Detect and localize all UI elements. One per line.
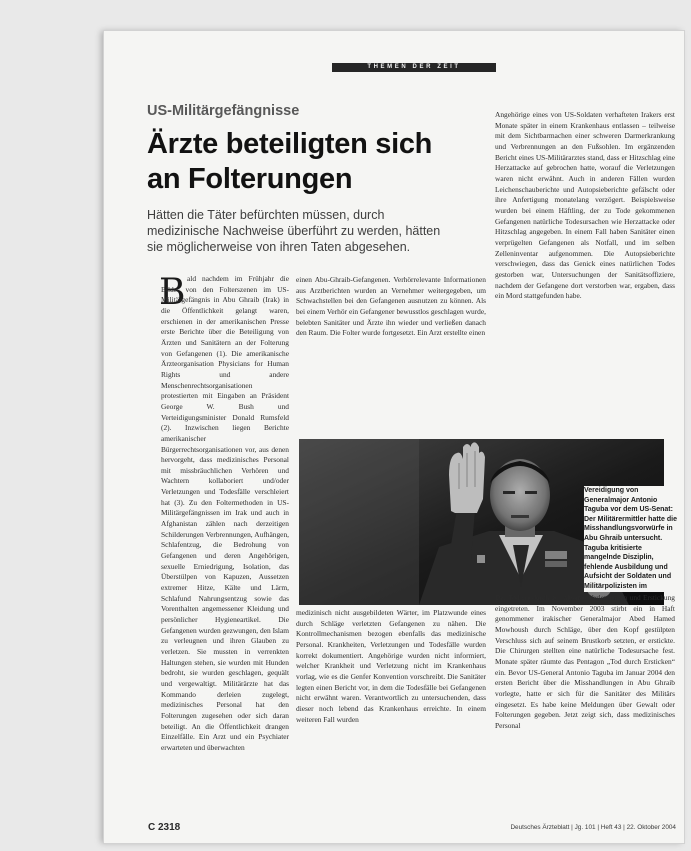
article-lead: Hätten die Täter befürchten müssen, durch medizinische Nachweise überführt zu werden, hätten sie möglicherweise von ihren Taten abgesehen.	[147, 208, 441, 254]
photo-caption: Vereidigung von Generalmajor Antonio Taguba vor dem US-Senat: Der Militärermittler hatte die Misshandlungsvorwürfe in Abu Ghraib untersucht. Taguba kritisierte mangelnde Disziplin, fehlende Ausbildung und Aufsicht der Soldaten und Militärpolizisten im	[584, 486, 679, 592]
article-headline: Ärzte beteiligten sich an Folterungen	[147, 128, 433, 195]
page-number: C 2318	[148, 822, 181, 833]
body-column-2-bottom: medizinisch nicht ausgebildeten Wärter, im Platzwunde eines durch Schläge verletzten Gefangenen zu nähen. Die Kontrollmechanismen bezogen ebenfalls das medizinische Personal. Krankheiten, Verletzungen und Todesfälle wurden korrekt dokumentiert. Angehörige wurden nicht informiert, welcher Krankheit und Verletzung nicht im Krankenhaus vorlag, wie es die Genfer Konvention vorschreibt. Die Sanitäter legten einen Bericht vor, in dem die Todesfälle bei Gefangenen nicht erwähnt waren. Verantwortlich zu untersuchenden, dass dieser noch lebend das Krankenhaus erreichte. In einem weiteren Fall wurden	[296, 608, 486, 724]
section-header-bar: THEMEN DER ZEIT	[332, 63, 496, 72]
article-kicker: US-Militärgefängnisse	[147, 103, 300, 119]
drop-cap: B	[159, 272, 186, 313]
body-column-3-bottom: Der Tod sei durch gewaltsame Verletzungen und Erstickung eingetreten. Im November 2003 stirbt ein in Haft genommener irakischer Generalmajor Abed Hamed Mowhoush durch Schläge, über den Kopf gestülpten Verschluss sich auf seinem Brustkorb setzten, er erstickte. Die Chirurgen stellten eine natürliche Todesursache fest. Monate später räumte das Pentagon „Tod durch Ersticken“ ein. Bevor US-General Antonio Taguba im Januar 2004 den ersten Bericht über die Misshandlungen in Abu Ghraib vorlegte, hatte er sich für die Sanitäter des Militärs eingesetzt. Es habe keine Meldungen über Gewalt oder Folterungen gegeben. Jetzt zeigt sich, dass medizinisches Personal	[495, 593, 675, 730]
journal-citation: Deutsches Ärzteblatt | Jg. 101 | Heft 43 | 22. Oktober 2004	[510, 824, 676, 831]
magazine-page	[104, 31, 684, 843]
body-column-2-top: einen Abu-Ghraib-Gefangenen. Verhörrelevante Informationen aus Arztberichten wurden an Vernehmer weitergegeben, um Schwachstellen bei den Gefangenen ausnutzen zu können. Als bei einem Verhör ein Gefangener bewusstlos geschlagen wurde, belebten Sanitäter und Ärzte ihn wieder und verließen danach den Raum. Die Folter wurde fortgesetzt. Ein Arzt erstellte einen	[296, 275, 486, 338]
body-column-1: ald nachdem im Frühjahr die Bilder von den Folterszenen im US-Militärgefängnis in Abu Ghraib (Irak) in die Öffentlichkeit gelangt waren, erschienen in der amerikanischen Presse erste Berichte über die Beteiligung von Ärzten und Sanitätern an der Folterung von Gefangenen (1). Die amerikanische Ärzteorganisation Physicians for Human Rights und andere Menschenrechtsorganisationen protestierten mit Eingaben an Präsident George W. Bush und Verteidigungsminister Donald Rumsfeld (2). Inzwischen liegen Berichte amerikanischer Bürgerrechtsorganisationen vor, aus denen hervorgeht, dass medizinisches Personal mit missbräuchlichen Verhören und Wachtern kollaboriert und/oder Verletzungen und Todesfälle verschleiert hat (3). Zu den Foltermethoden in US-Militärgefängnissen im Irak und auch in Afghanistan zählen nach derzeitigen Schilderungen Verbrennungen, Aufhängen, Schlafentzug, die Bedrohung von Gefangenen und deren Angehörigen, sexuelle Erniedrigung, Isolation, das Überstülpen von Kapuzen, Aussetzen extremer Hitze, Kälte und Lärm, Schlafund Nahrungsentzug sowie das Vorenthalten angemessener Kleidung und persönlicher Hygieneartikel. Die Gefangenen wurden gezwungen, den Islam zu verleugnen und ihren Glauben zu verletzen. Sie mussten in verrenkten Haltungen stehen, sie wurden mit Hunden bedroht, sie wurden geschlagen, gequält und vergewaltigt. Militärärzte hat das Kommando derleien zugelegt, medizinisches Personal hat den Folterungen zugesehen oder sich daran beteiligt. An die Öffentlichkeit drangen Einzelfälle. Ein Arzt und ein Psychiater erwarteten und überwachten	[161, 274, 289, 752]
body-column-3-top: Angehörige eines von US-Soldaten verhafteten Irakers erst Monate später in einem Krankenhaus entlassen – teilweise mit dem Sichtbarmachen einer schweren Darmerkrankung und Verbrennungen an den Fußsohlen. Im ergänzenden Bericht eines US-Militärarztes stand, dass er Hitzschlag eine Herzattacke auf gebrochen hatte, worauf die Verletzungen waren nicht erwähnt. Auch in anderen Fällen wurden Leichenschauberichte und Autopsieberichte gefälscht oder ihre Anfertigung monatelang verzögert. Beispielsweise wurden bei einem Häftling, der zu Tode gekommenen Gefangenen natürliche Todesursachen wie Herzattacke oder Hitzschlag angegeben. In einem Fall haben Sanitäter einen verprügelten Gefangenen als Notfall, und im selben Zelleninventar aufgenommen. Die Autopsieberichte verschwiegen, dass das Genick eines natürlichen Todes gestorben war, Untersuchungen der Sanitätsoffiziere, nachdem der Gefangene dort verstorben war, ergaben, dass ein Mord stattgefunden habe.	[495, 110, 675, 301]
